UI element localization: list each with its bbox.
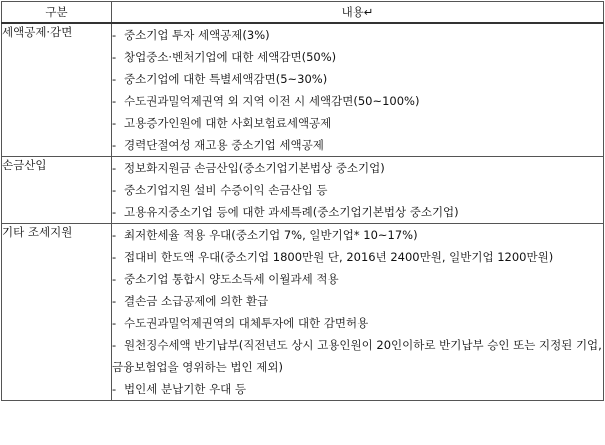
list-item: - 정보화지원금 손금산입(중소기업기본법상 중소기업) bbox=[112, 161, 385, 175]
row-items bbox=[112, 23, 604, 157]
list-item: - 고용증가인원에 대한 사회보험료세액공제 bbox=[112, 116, 332, 130]
item-list bbox=[112, 24, 603, 156]
list-item: - 경력단절여성 재고용 중소기업 세액공제 bbox=[112, 138, 324, 152]
table-row bbox=[2, 157, 604, 224]
row-items bbox=[112, 157, 604, 224]
list-item: - 창업중소·벤처기업에 대한 세액감면(50%) bbox=[112, 50, 337, 64]
row-category-deduction: 손금산입 bbox=[2, 157, 112, 224]
row-category-tax-credit: 세액공제·감면 bbox=[2, 23, 112, 157]
item-list bbox=[112, 157, 603, 223]
row-items bbox=[112, 224, 604, 401]
list-item: - 수도권과밀억제권역의 대체투자에 대한 감면허용 bbox=[112, 316, 369, 330]
list-item: - 법인세 분납기한 우대 등 bbox=[112, 382, 247, 396]
list-item: - 중소기업 통합시 양도소득세 이월과세 적용 bbox=[112, 272, 339, 286]
list-item: - 원천징수세액 반기납부(직전년도 상시 고용인원이 20인이하로 반기납부 승인 또는 지정된 기업, 금융보험업을 영위하는 법인 제외) bbox=[112, 338, 602, 374]
table-row bbox=[2, 224, 604, 401]
list-item: - 수도권과밀억제권역 외 지역 이전 시 세액감면(50~100%) bbox=[112, 94, 420, 108]
list-item: - 중소기업에 대한 특별세액감면(5~30%) bbox=[112, 72, 328, 86]
list-item: - 중소기업지원 설비 수증이익 손금산입 등 bbox=[112, 183, 328, 197]
list-item: - 접대비 한도액 우대(중소기업 1800만원 단, 2016년 2400만원, 일반기업 1200만원) bbox=[112, 250, 554, 264]
item-list bbox=[112, 224, 603, 400]
table-row bbox=[2, 23, 604, 157]
header-category: 구분 bbox=[2, 2, 112, 24]
header-content: 내용↵ bbox=[112, 2, 604, 24]
header-row bbox=[2, 2, 604, 24]
list-item: - 최저한세율 적용 우대(중소기업 7%, 일반기업* 10~17%) bbox=[112, 228, 418, 242]
list-item: - 고용유지중소기업 등에 대한 과세특례(중소기업기본법상 중소기업) bbox=[112, 205, 459, 219]
list-item: - 결손금 소급공제에 의한 환급 bbox=[112, 294, 269, 308]
row-category-other: 기타 조세지원 bbox=[2, 224, 112, 401]
tax-support-table bbox=[1, 1, 604, 401]
list-item: - 중소기업 투자 세액공제(3%) bbox=[112, 28, 270, 42]
